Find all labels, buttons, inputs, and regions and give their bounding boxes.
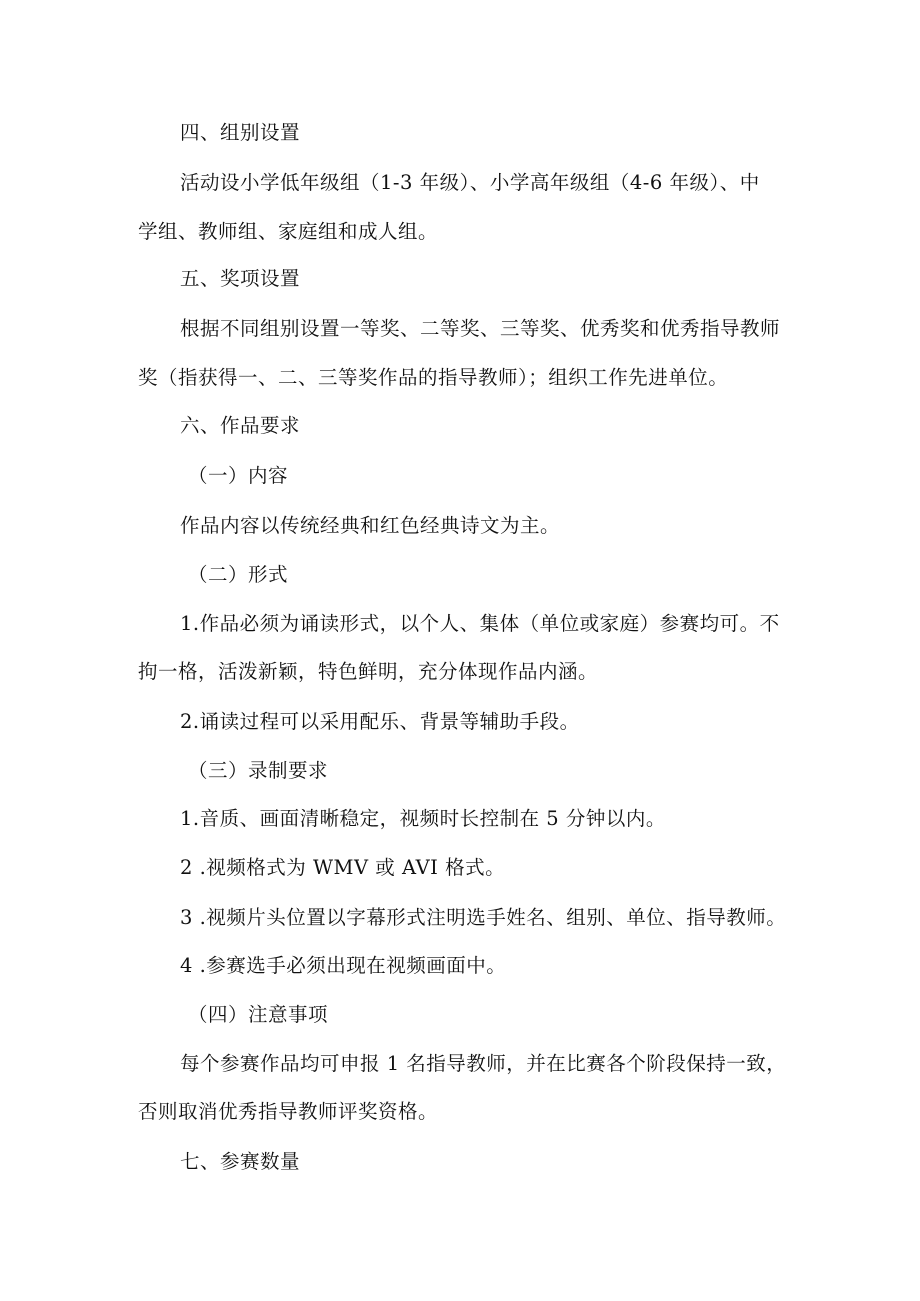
- subheading-notes: （四）注意事项: [188, 1003, 329, 1026]
- heading-section-6: 六、作品要求: [180, 414, 301, 437]
- subheading-recording: （三）录制要求: [188, 759, 329, 782]
- paragraph-line: 拘一格，活泼新颖，特色鲜明，充分体现作品内涵。: [138, 660, 599, 683]
- paragraph-line: 2.诵读过程可以采用配乐、背景等辅助手段。: [180, 710, 580, 733]
- heading-section-7: 七、参赛数量: [180, 1150, 301, 1173]
- paragraph-line: 4 .参赛选手必须出现在视频画面中。: [180, 954, 507, 977]
- paragraph-line: 活动设小学低年级组（1-3 年级）、小学高年级组（4-6 年级）、中: [180, 171, 760, 194]
- paragraph-line: 学组、教师组、家庭组和成人组。: [138, 220, 439, 243]
- heading-section-5: 五、奖项设置: [180, 267, 301, 290]
- subheading-content: （一）内容: [188, 464, 289, 487]
- paragraph-line: 1.作品必须为诵读形式，以个人、集体（单位或家庭）参赛均可。不: [180, 612, 780, 635]
- paragraph-line: 2 .视频格式为 WMV 或 AVI 格式。: [180, 856, 506, 879]
- paragraph-line: 3 .视频片头位置以字幕形式注明选手姓名、组别、单位、指导教师。: [180, 906, 787, 929]
- paragraph-line: 根据不同组别设置一等奖、二等奖、三等奖、优秀奖和优秀指导教师: [180, 317, 781, 340]
- subheading-form: （二）形式: [188, 563, 289, 586]
- paragraph-line: 1.音质、画面清晰稳定，视频时长控制在 5 分钟以内。: [180, 807, 666, 830]
- paragraph-line: 奖（指获得一、二、三等奖作品的指导教师）；组织工作先进单位。: [138, 366, 729, 389]
- paragraph-line: 每个参赛作品均可申报 1 名指导教师，并在比赛各个阶段保持一致，: [180, 1052, 787, 1075]
- paragraph-line: 作品内容以传统经典和红色经典诗文为主。: [180, 514, 561, 537]
- paragraph-line: 否则取消优秀指导教师评奖资格。: [138, 1100, 439, 1123]
- heading-section-4: 四、组别设置: [180, 121, 301, 144]
